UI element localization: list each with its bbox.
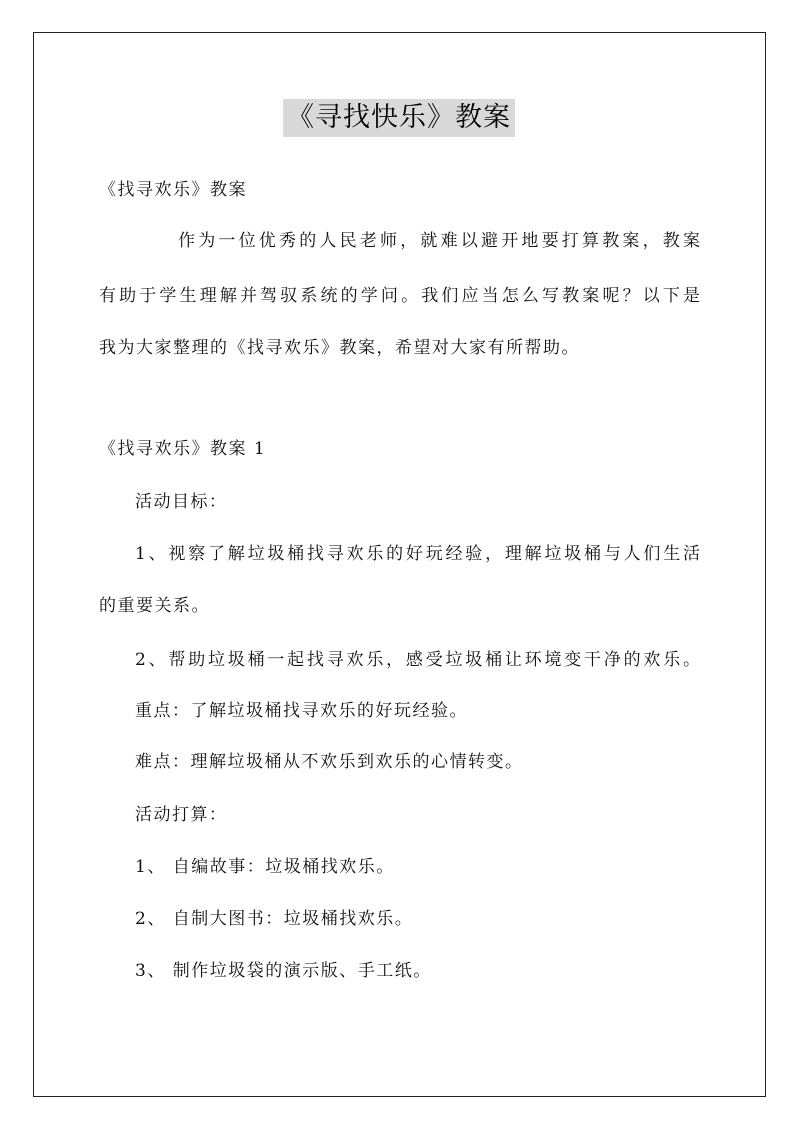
document-subtitle: 《找寻欢乐》教案 (99, 180, 247, 200)
prep-item-1: 1、 自编故事：垃圾桶找欢乐。 (135, 857, 395, 877)
goal-1-line-1: 1、视察了解垃圾桶找寻欢乐的好玩经验，理解垃圾桶与人们生活 (135, 544, 700, 564)
section-heading: 《找寻欢乐》教案 1 (99, 439, 267, 459)
intro-line-2: 有助于学生理解并驾驭系统的学问。我们应当怎么写教案呢？以下是 (99, 286, 700, 306)
prep-heading: 活动打算： (135, 805, 228, 825)
goals-heading: 活动目标： (135, 492, 228, 512)
intro-line-3: 我为大家整理的《找寻欢乐》教案，希望对大家有所帮助。 (99, 338, 580, 358)
prep-item-3: 3、 制作垃圾袋的演示版、手工纸。 (135, 961, 432, 981)
document-title: 《寻找快乐》教案 (283, 99, 515, 137)
goal-2: 2、帮助垃圾桶一起找寻欢乐，感受垃圾桶让环境变干净的欢乐。 (135, 650, 700, 670)
goal-1-line-2: 的重要关系。 (99, 596, 210, 616)
difficulty: 难点：理解垃圾桶从不欢乐到欢乐的心情转变。 (135, 752, 524, 772)
intro-line-1: 作为一位优秀的人民老师，就难以避开地要打算教案，教案 (178, 231, 700, 251)
prep-item-2: 2、 自制大图书：垃圾桶找欢乐。 (135, 909, 414, 929)
key-point: 重点：了解垃圾桶找寻欢乐的好玩经验。 (135, 701, 468, 721)
